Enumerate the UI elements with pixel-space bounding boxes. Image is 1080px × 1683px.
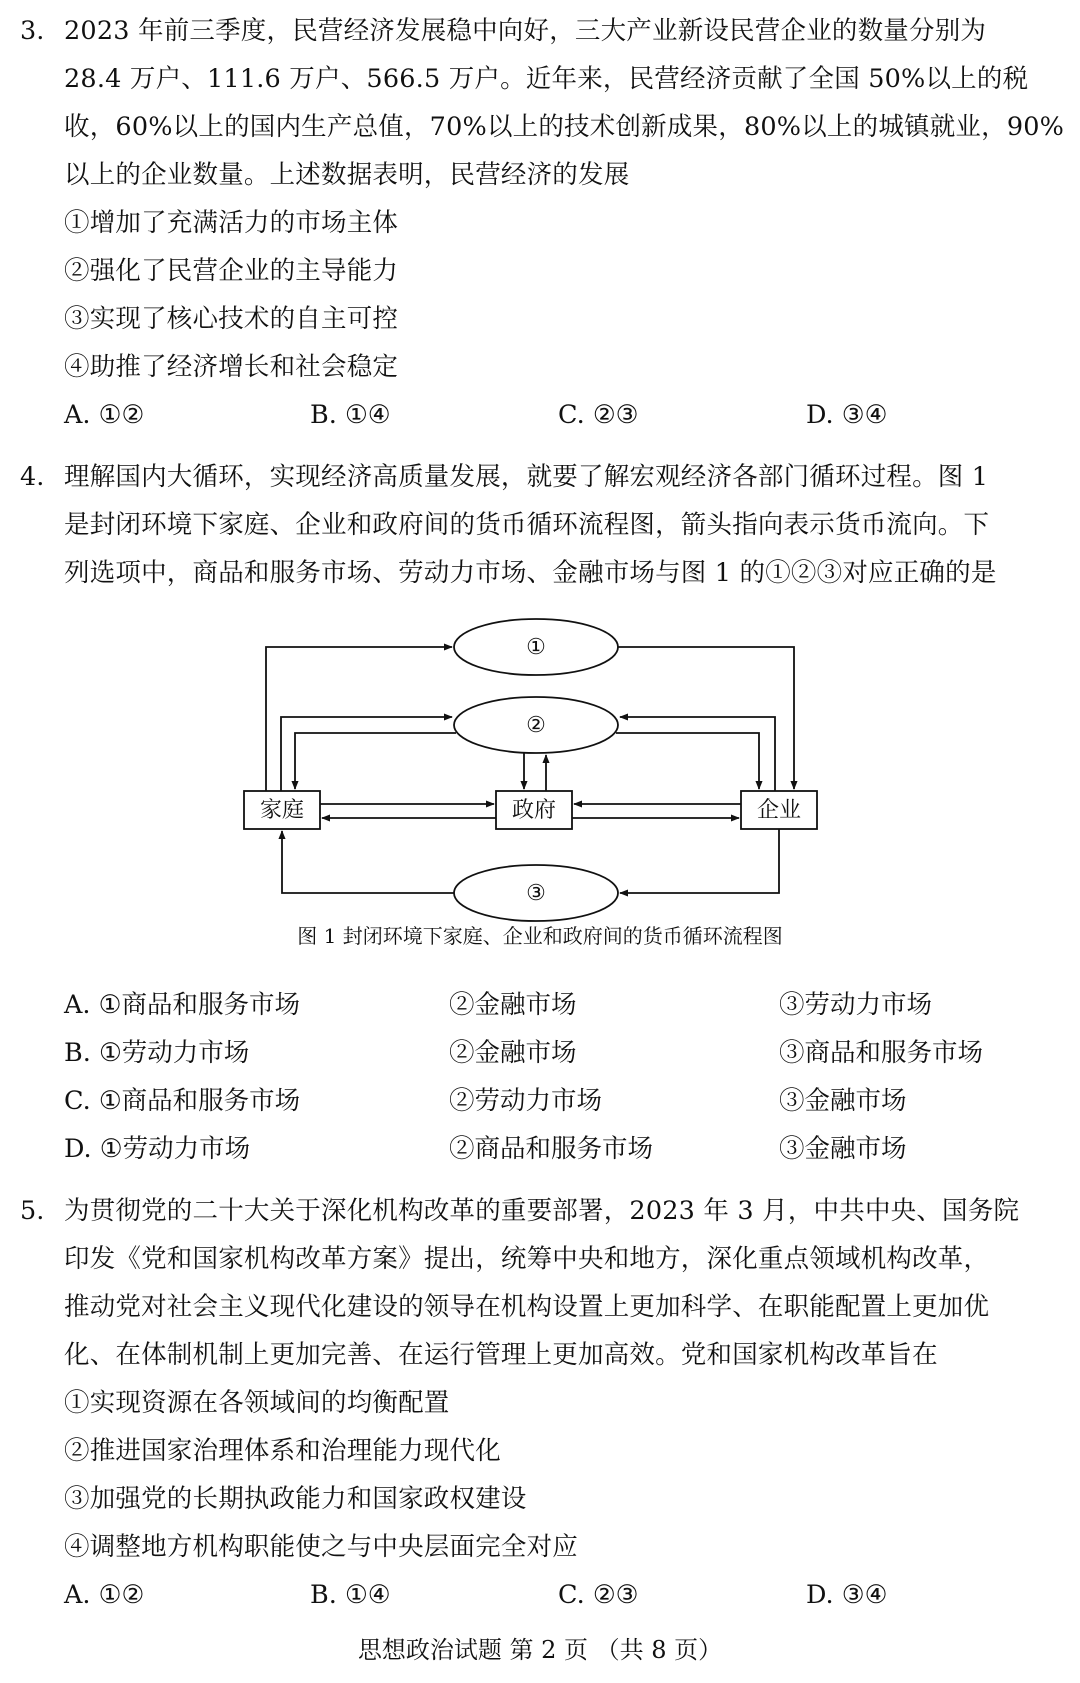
option-a-item-3: ③劳动力市场	[779, 990, 933, 1020]
question-text-line: 为贯彻党的二十大关于深化机构改革的重要部署，2023 年 3 月，中共中央、国务院	[64, 1196, 1020, 1226]
arrow-3-to-household	[282, 831, 454, 893]
option-a-item-2: ②金融市场	[449, 990, 577, 1020]
statement-2: ②强化了民营企业的主导能力	[64, 256, 399, 286]
statement-4: ④助推了经济增长和社会稳定	[64, 352, 399, 382]
question-number: 4.	[20, 462, 45, 492]
question-text-line: 列选项中，商品和服务市场、劳动力市场、金融市场与图 1 的①②③对应正确的是	[64, 558, 997, 588]
option-b[interactable]: B. ①劳动力市场	[64, 1038, 250, 1068]
option-b-item-3: ③商品和服务市场	[779, 1038, 984, 1068]
ellipse-2-label: ②	[526, 713, 546, 738]
question-text-line: 印发《党和国家机构改革方案》提出，统筹中央和地方，深化重点领域机构改革，	[64, 1244, 990, 1274]
option-d[interactable]: D. ①劳动力市场	[64, 1134, 251, 1164]
option-c[interactable]: C. ①商品和服务市场	[64, 1086, 301, 1116]
question-text-line: 以上的企业数量。上述数据表明，民营经济的发展	[64, 160, 630, 190]
option-a[interactable]: A. ①商品和服务市场	[64, 990, 300, 1020]
option-d-item-3: ③金融市场	[779, 1134, 907, 1164]
arrow-enterprise-to-2	[620, 717, 775, 791]
statement-1: ①增加了充满活力的市场主体	[64, 208, 399, 238]
question-text-line: 收，60%以上的国内生产总值，70%以上的技术创新成果，80%以上的城镇就业，90%	[64, 112, 1065, 142]
arrow-enterprise-to-3	[620, 829, 779, 893]
option-c-item-3: ③金融市场	[779, 1086, 907, 1116]
option-c[interactable]: C. ②③	[558, 1580, 639, 1610]
arrow-2-to-household	[295, 733, 456, 789]
question-number: 3.	[20, 16, 45, 46]
option-d-item-2: ②商品和服务市场	[449, 1134, 654, 1164]
option-a[interactable]: A. ①②	[64, 400, 145, 430]
option-a[interactable]: A. ①②	[64, 1580, 145, 1610]
option-d[interactable]: D. ③④	[806, 400, 888, 430]
statement-2: ②推进国家治理体系和治理能力现代化	[64, 1436, 501, 1466]
option-b[interactable]: B. ①④	[310, 400, 391, 430]
page-footer: 思想政治试题 第 2 页 （共 8 页）	[357, 1636, 723, 1664]
box-government-label: 政府	[511, 798, 557, 823]
option-c[interactable]: C. ②③	[558, 400, 639, 430]
question-text-line: 2023 年前三季度，民营经济发展稳中向好，三大产业新设民营企业的数量分别为	[64, 16, 987, 46]
question-text-line: 是封闭环境下家庭、企业和政府间的货币循环流程图，箭头指向表示货币流向。下	[64, 510, 990, 540]
question-text-line: 理解国内大循环，实现经济高质量发展，就要了解宏观经济各部门循环过程。图 1	[64, 462, 989, 492]
option-b-item-2: ②金融市场	[449, 1038, 577, 1068]
question-text-line: 推动党对社会主义现代化建设的领导在机构设置上更加科学、在职能配置上更加优	[64, 1292, 990, 1322]
statement-3: ③加强党的长期执政能力和国家政权建设	[64, 1484, 527, 1514]
figure-caption: 图 1 封闭环境下家庭、企业和政府间的货币循环流程图	[297, 924, 783, 948]
statement-3: ③实现了核心技术的自主可控	[64, 304, 399, 334]
question-text-line: 28.4 万户、111.6 万户、566.5 万户。近年来，民营经济贡献了全国 50%以上的税	[64, 64, 1029, 94]
arrow-household-to-1	[266, 647, 452, 791]
statement-4: ④调整地方机构职能使之与中央层面完全对应	[64, 1532, 579, 1562]
question-text-line: 化、在体制机制上更加完善、在运行管理上更加高效。党和国家机构改革旨在	[64, 1340, 938, 1370]
statement-1: ①实现资源在各领域间的均衡配置	[64, 1388, 450, 1418]
arrow-2-to-enterprise	[616, 733, 759, 789]
arrow-1-to-enterprise	[618, 647, 794, 789]
ellipse-3-label: ③	[526, 881, 546, 906]
box-household-label: 家庭	[259, 798, 305, 823]
option-d[interactable]: D. ③④	[806, 1580, 888, 1610]
box-enterprise-label: 企业	[756, 798, 802, 823]
ellipse-1-label: ①	[526, 635, 546, 660]
question-number: 5.	[20, 1196, 45, 1226]
arrow-household-to-2	[281, 717, 452, 791]
option-c-item-2: ②劳动力市场	[449, 1086, 603, 1116]
option-b[interactable]: B. ①④	[310, 1580, 391, 1610]
